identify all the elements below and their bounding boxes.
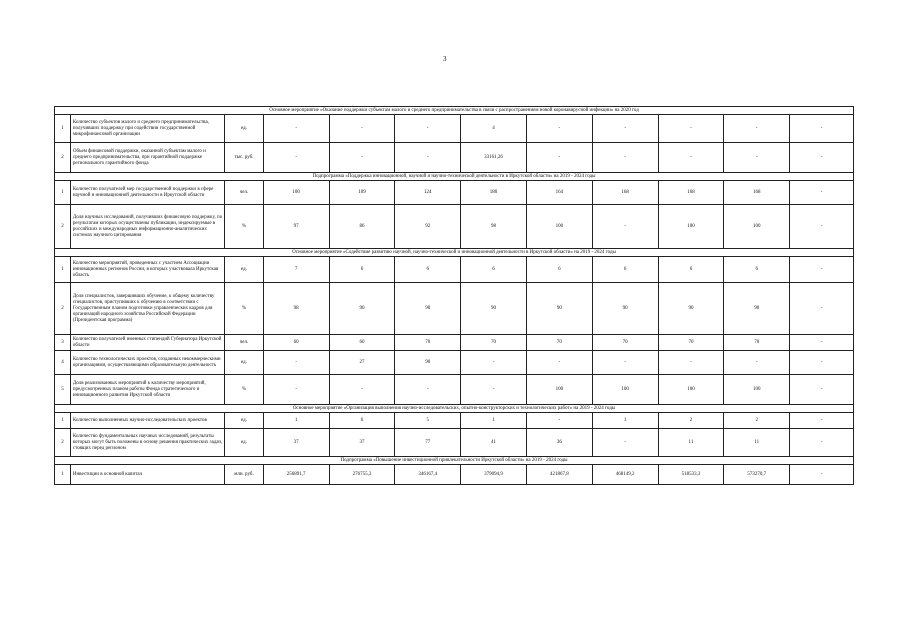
unit-cell: чел. xyxy=(225,181,264,205)
value-cell: - xyxy=(790,413,854,429)
value-cell: 77 xyxy=(395,429,461,457)
row-number: 2 xyxy=(55,205,71,249)
value-cell: 90 xyxy=(526,283,592,335)
value-cell: 70 xyxy=(658,335,724,351)
indicator-name: Доля специалистов, завершивших обучение, к общему количеству специалистов, приступивших к обучению в соответствии с Государственным планом подготовки управленческих кадров для организаций народного хозяйства Российской Федерации (Президентская программа) xyxy=(70,283,224,335)
value-cell: 573270,7 xyxy=(724,465,790,485)
section-header-row xyxy=(55,249,854,257)
row-number: 1 xyxy=(55,115,71,143)
table-row xyxy=(55,429,854,457)
value-cell: 100 xyxy=(526,375,592,405)
value-cell: 100 xyxy=(592,375,658,405)
value-cell: 70 xyxy=(592,335,658,351)
value-cell: 100 xyxy=(658,375,724,405)
value-cell: 7 xyxy=(263,257,329,283)
unit-cell: млн. руб. xyxy=(225,465,264,485)
value-cell: - xyxy=(592,351,658,375)
value-cell: 90 xyxy=(724,283,790,335)
value-cell: 168 xyxy=(724,181,790,205)
unit-cell: ед. xyxy=(225,429,264,457)
row-number: 2 xyxy=(55,143,71,173)
unit-cell: % xyxy=(225,205,264,249)
value-cell: - xyxy=(592,429,658,457)
table-row xyxy=(55,181,854,205)
value-cell: - xyxy=(790,143,854,173)
indicator-name: Доля научных исследований, получивших финансовую поддержку, по результатам которых осуществлены публикации, индексируемые в российских и международных информационно-аналитических системах научного цитирования xyxy=(70,205,224,249)
row-number: 1 xyxy=(55,181,71,205)
indicators-table xyxy=(54,106,854,485)
value-cell: 6 xyxy=(395,257,461,283)
table-row xyxy=(55,413,854,429)
row-number: 2 xyxy=(55,429,71,457)
unit-cell: ед. xyxy=(225,413,264,429)
value-cell: - xyxy=(790,205,854,249)
value-cell: 41 xyxy=(461,429,527,457)
value-cell: 36 xyxy=(526,429,592,457)
value-cell: - xyxy=(526,351,592,375)
value-cell: 90 xyxy=(658,283,724,335)
value-cell: - xyxy=(395,375,461,405)
unit-cell: % xyxy=(225,375,264,405)
value-cell: 33161,26 xyxy=(461,143,527,173)
value-cell: 6 xyxy=(658,257,724,283)
value-cell: - xyxy=(790,429,854,457)
value-cell: - xyxy=(658,115,724,143)
value-cell: - xyxy=(461,351,527,375)
value-cell: 6 xyxy=(526,257,592,283)
value-cell: 70 xyxy=(395,335,461,351)
unit-cell: ед. xyxy=(225,115,264,143)
value-cell: - xyxy=(658,143,724,173)
value-cell: - xyxy=(526,143,592,173)
unit-cell: ед. xyxy=(225,257,264,283)
value-cell: 346167,4 xyxy=(395,465,461,485)
row-number: 1 xyxy=(55,413,71,429)
value-cell: - xyxy=(592,205,658,249)
value-cell: 1 xyxy=(461,413,527,429)
value-cell: 90 xyxy=(395,351,461,375)
indicator-name: Количество субъектов малого и среднего предпринимательства, получивших поддержку при содействии государственной микрофинансовой организации xyxy=(70,115,224,143)
value-cell: 256891,7 xyxy=(263,465,329,485)
value-cell: - xyxy=(461,375,527,405)
section-header-row xyxy=(55,173,854,181)
value-cell: - xyxy=(395,143,461,173)
section-title: Подпрограмма «Повышение инвестиционной привлекательности Иркутской области» на 2019 - 2024 годы xyxy=(55,457,854,465)
value-cell: 92 xyxy=(395,205,461,249)
value-cell: 2 xyxy=(658,413,724,429)
page-number: 3 xyxy=(443,55,447,63)
value-cell: 11 xyxy=(658,429,724,457)
value-cell: - xyxy=(790,257,854,283)
unit-cell: ед. xyxy=(225,351,264,375)
table-row xyxy=(55,465,854,485)
value-cell: 379094,9 xyxy=(461,465,527,485)
value-cell: 97 xyxy=(263,205,329,249)
section-title: Подпрограмма «Поддержка инновационной, научной и научно-технической деятельности в Иркутской области» на 2019 - 2024 годы xyxy=(55,173,854,181)
value-cell: 27 xyxy=(329,351,395,375)
value-cell: 6 xyxy=(329,413,395,429)
table-row xyxy=(55,257,854,283)
value-cell: - xyxy=(724,351,790,375)
value-cell: 6 xyxy=(724,257,790,283)
value-cell: 164 xyxy=(526,181,592,205)
value-cell: 468149,2 xyxy=(592,465,658,485)
unit-cell: % xyxy=(225,283,264,335)
value-cell: 100 xyxy=(724,375,790,405)
value-cell: 90 xyxy=(461,283,527,335)
indicator-name: Количество получателей мер государственной поддержки в сфере научной и инновационной деятельности в Иркутской области xyxy=(70,181,224,205)
value-cell: 70 xyxy=(461,335,527,351)
value-cell: 100 xyxy=(526,205,592,249)
value-cell: - xyxy=(790,335,854,351)
value-cell: - xyxy=(724,115,790,143)
table-row xyxy=(55,205,854,249)
value-cell: - xyxy=(724,143,790,173)
value-cell: - xyxy=(790,115,854,143)
section-title: Основное мероприятие «Содействие развитию научной, научно-технической и инновационной деятельности в Иркутской области» на 2019 - 2024 годы xyxy=(55,249,854,257)
row-number: 2 xyxy=(55,283,71,335)
row-number: 4 xyxy=(55,351,71,375)
value-cell: - xyxy=(263,115,329,143)
value-cell: 1 xyxy=(592,413,658,429)
value-cell: - xyxy=(329,375,395,405)
value-cell: 90 xyxy=(592,283,658,335)
indicator-name: Инвестиции в основной капитал xyxy=(70,465,224,485)
value-cell: 518533,3 xyxy=(658,465,724,485)
section-title: Основное мероприятие «Оказание поддержки субъектам малого и среднего предпринимательства в связи с распространением новой коронавирусной инфекции» на 2020 год xyxy=(55,107,854,115)
row-number: 1 xyxy=(55,465,71,485)
value-cell: 6 xyxy=(329,257,395,283)
value-cell: - xyxy=(790,375,854,405)
value-cell: 11 xyxy=(724,429,790,457)
table-row xyxy=(55,335,854,351)
indicator-name: Количество фундаментальных научных исследований, результаты которых могут быть положены в основу решения практических задач, стоящих перед регионом xyxy=(70,429,224,457)
indicator-name: Объем финансовой поддержки, оказанной субъектам малого и среднего предпринимательства, при гарантийной поддержке регионального гарантийного фонда xyxy=(70,143,224,173)
value-cell: 70 xyxy=(724,335,790,351)
row-number: 5 xyxy=(55,375,71,405)
table-row xyxy=(55,143,854,173)
value-cell: 86 xyxy=(329,205,395,249)
section-title: Основное мероприятие «Организация выполнения научно-исследовательских, опытно-конструкторских и технологических работ» на 2019 - 2024 годы xyxy=(55,405,854,413)
indicator-name: Количество выполненных научно-исследовательских проектов xyxy=(70,413,224,429)
indicator-name: Количество мероприятий, проведенных с участием Ассоциации инновационных регионов России, в которых участвовала Иркутская область xyxy=(70,257,224,283)
value-cell: 2 xyxy=(724,413,790,429)
value-cell: 70 xyxy=(526,335,592,351)
indicator-name: Доля реализованных мероприятий к количеству мероприятий, предусмотренных планом работы Фонда стратегического и инновационного развития Иркутской области xyxy=(70,375,224,405)
table-row xyxy=(55,283,854,335)
value-cell: 100 xyxy=(263,181,329,205)
value-cell: 37 xyxy=(263,429,329,457)
value-cell: 109 xyxy=(329,181,395,205)
value-cell: 168 xyxy=(592,181,658,205)
value-cell: - xyxy=(592,115,658,143)
value-cell: - xyxy=(526,115,592,143)
value-cell: - xyxy=(658,351,724,375)
value-cell: 6 xyxy=(461,257,527,283)
value-cell: 90 xyxy=(395,283,461,335)
value-cell: 168 xyxy=(658,181,724,205)
value-cell: - xyxy=(263,143,329,173)
value-cell: - xyxy=(395,115,461,143)
value-cell: 124 xyxy=(395,181,461,205)
value-cell: - xyxy=(592,143,658,173)
value-cell: 421867,8 xyxy=(526,465,592,485)
value-cell: 98 xyxy=(263,283,329,335)
section-header-row xyxy=(55,457,854,465)
value-cell: 1 xyxy=(263,413,329,429)
value-cell: - xyxy=(263,375,329,405)
unit-cell: тыс. руб. xyxy=(225,143,264,173)
value-cell: 90 xyxy=(329,283,395,335)
table-row xyxy=(55,375,854,405)
value-cell: 6 xyxy=(592,257,658,283)
value-cell: - xyxy=(790,351,854,375)
value-cell: 276755,3 xyxy=(329,465,395,485)
value-cell: 100 xyxy=(724,205,790,249)
row-number: 3 xyxy=(55,335,71,351)
value-cell: 180 xyxy=(461,181,527,205)
value-cell: 4 xyxy=(461,115,527,143)
value-cell: 100 xyxy=(658,205,724,249)
table-row xyxy=(55,351,854,375)
indicator-name: Количество получателей именных стипендий Губернатора Иркутской области xyxy=(70,335,224,351)
value-cell: - xyxy=(790,465,854,485)
value-cell: 98 xyxy=(461,205,527,249)
section-header-row xyxy=(55,405,854,413)
value-cell: - xyxy=(790,181,854,205)
value-cell: - xyxy=(329,143,395,173)
value-cell: - xyxy=(329,115,395,143)
value-cell: 5 xyxy=(395,413,461,429)
value-cell: 60 xyxy=(263,335,329,351)
value-cell: - xyxy=(526,413,592,429)
table-row xyxy=(55,115,854,143)
value-cell: 60 xyxy=(329,335,395,351)
section-header-row xyxy=(55,107,854,115)
indicator-name: Количество технологических проектов, созданных некоммерческими организациями, осуществляющими образовательную деятельность xyxy=(70,351,224,375)
unit-cell: чел. xyxy=(225,335,264,351)
value-cell: - xyxy=(790,283,854,335)
value-cell: 37 xyxy=(329,429,395,457)
row-number: 1 xyxy=(55,257,71,283)
value-cell: - xyxy=(263,351,329,375)
